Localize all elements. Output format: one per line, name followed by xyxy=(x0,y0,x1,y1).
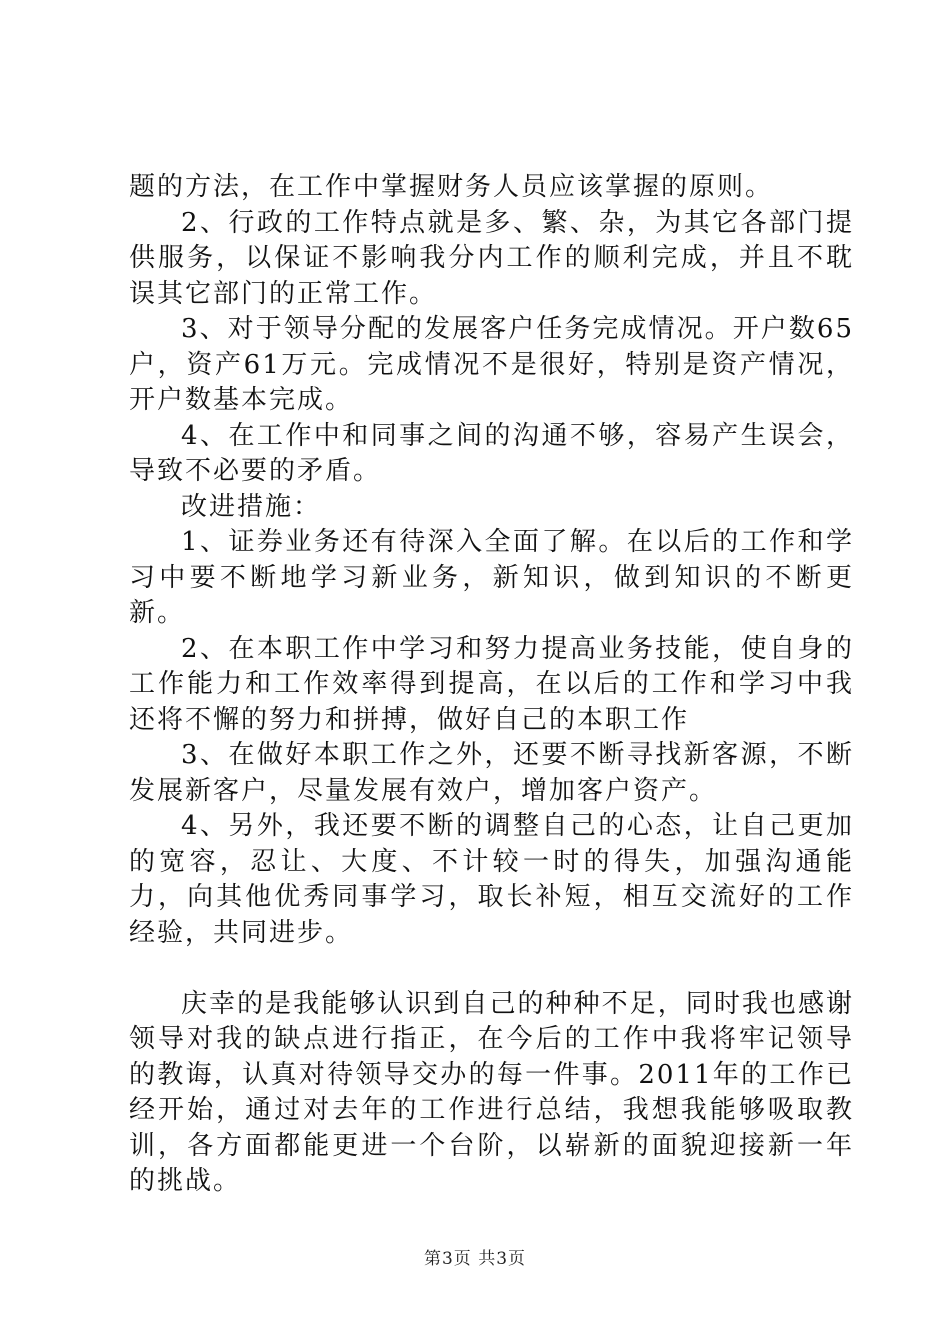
document-body xyxy=(129,170,854,1200)
improvement-item-4: 4、另外，我还要不断的调整自己的心态，让自己更加的宽容，忍让、大度、不计较一时的得失，加强沟通能力，向其他优秀同事学习，取长补短，相互交流好的工作经验，共同进步。 xyxy=(129,811,854,948)
paragraph-item-3: 3、对于领导分配的发展客户任务完成情况。开户数65户，资产61万元。完成情况不是很好，特别是资产情况，开户数基本完成。 xyxy=(129,314,854,415)
paragraph-item-2: 2、行政的工作特点就是多、繁、杂，为其它各部门提供服务，以保证不影响我分内工作的顺利完成，并且不耽误其它部门的正常工作。 xyxy=(129,207,854,309)
improvement-item-1: 1、证券业务还有待深入全面了解。在以后的工作和学习中要不断地学习新业务，新知识，做到知识的不断更新。 xyxy=(129,527,854,628)
section-heading-improvements: 改进措施： xyxy=(181,491,322,522)
page-number-footer: 第3页 共3页 xyxy=(423,1249,527,1269)
paragraph-item-4: 4、在工作中和同事之间的沟通不够，容易产生误会，导致不必要的矛盾。 xyxy=(129,420,854,486)
paragraph-continuation: 题的方法，在工作中掌握财务人员应该掌握的原则。 xyxy=(129,172,774,202)
improvement-item-3: 3、在做好本职工作之外，还要不断寻找新客源，不断发展新客户，尽量发展有效户，增加客户资产。 xyxy=(129,740,854,806)
improvement-item-2: 2、在本职工作中学习和努力提高业务技能，使自身的工作能力和工作效率得到提高，在以后的工作和学习中我还将不懈的努力和拼搏，做好自己的本职工作 xyxy=(129,633,854,735)
closing-paragraph: 庆幸的是我能够认识到自己的种种不足，同时我也感谢领导对我的缺点进行指正，在今后的工作中我将牢记领导的教诲，认真对待领导交办的每一件事。2011年的工作已经开始，通过对去年的工作进行总结，我想我能够吸取教训，各方面都能更进一个台阶，以崭新的面貌迎接新一年的挑战。 xyxy=(129,988,854,1196)
paragraph-spacer xyxy=(129,951,854,987)
